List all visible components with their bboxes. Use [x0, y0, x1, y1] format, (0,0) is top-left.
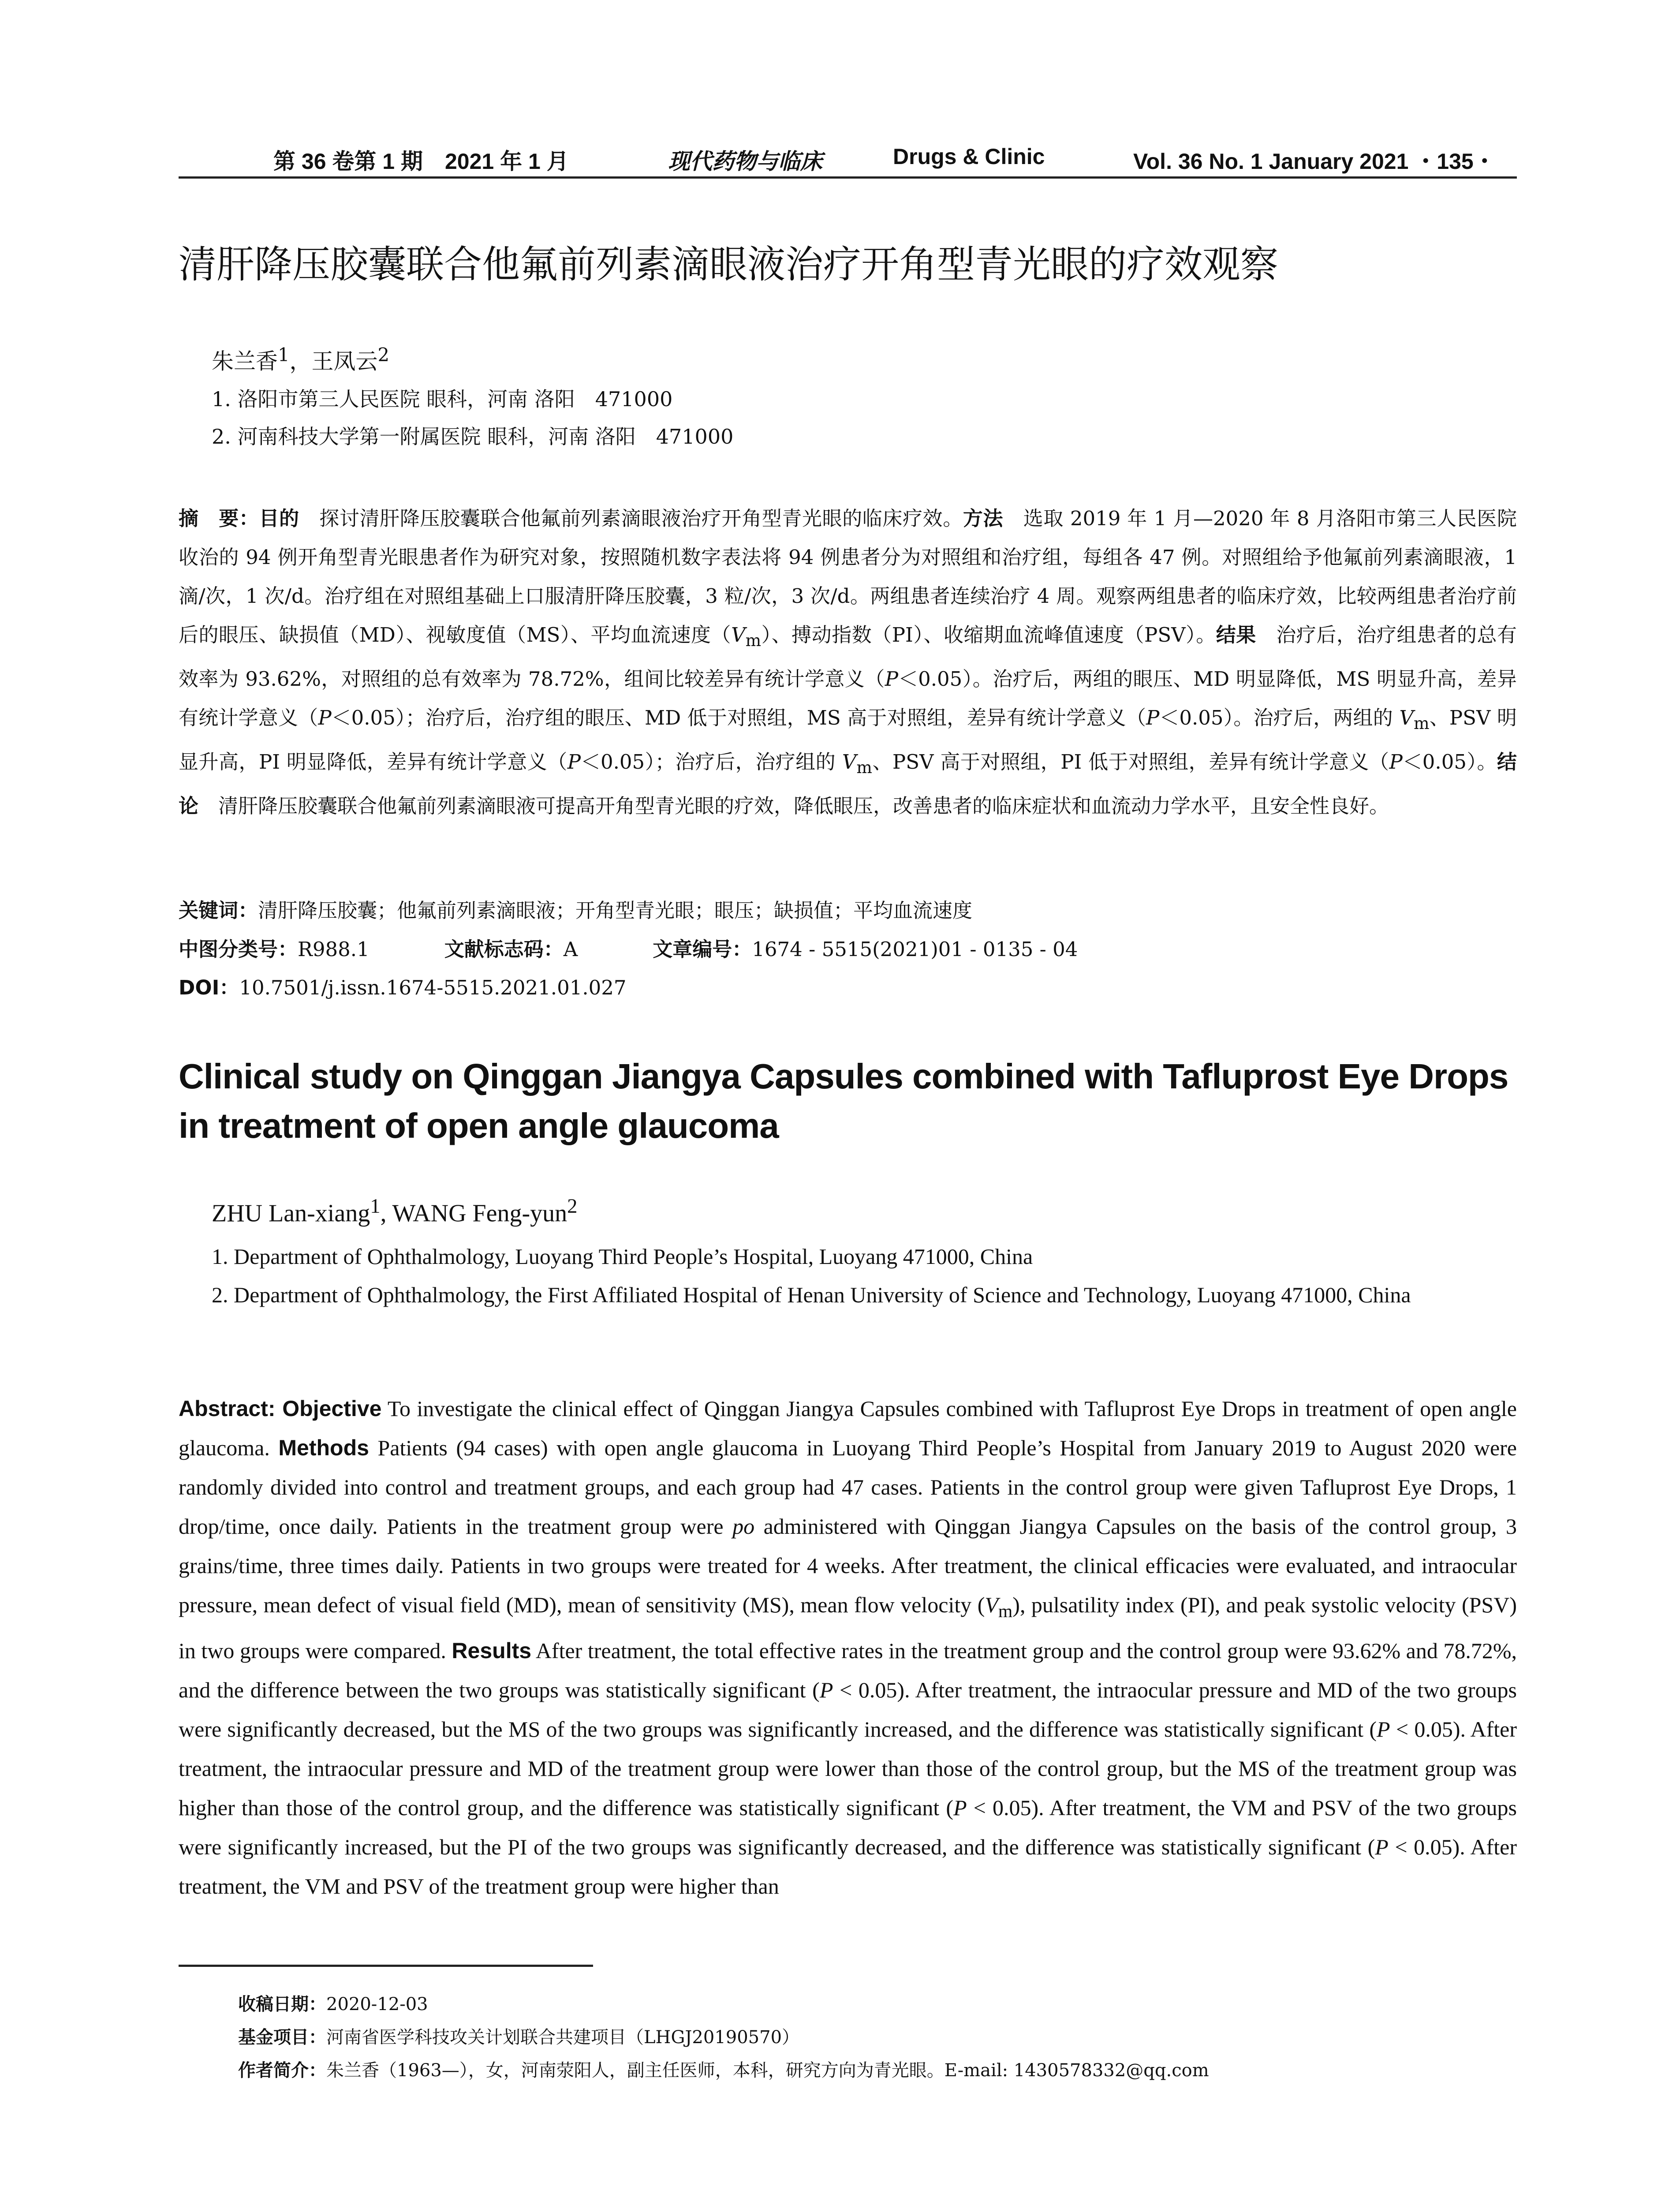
results-cn-text-5: 、PSV 明显升高，PI 明显降低，差异有统计学意义（ [179, 706, 1517, 774]
fund-value: 河南省医学科技攻关计划联合共建项目（LHGJ20190570） [326, 2027, 800, 2048]
results-cn-text-3: ＜0.05）；治疗后，治疗组的眼压、MD 低于对照组，MS 高于对照组，差异有统计学意义（ [331, 706, 1146, 729]
results-cn-text-7: 、PSV 高于对照组，PI 低于对照组，差异有统计学意义（ [872, 750, 1389, 774]
results-cn-text-4: ＜0.05）。治疗后，两组的 [1159, 706, 1400, 729]
vm-en-subscript: m [998, 1601, 1013, 1622]
bio-label: 作者简介： [238, 2060, 326, 2081]
methods-en-text-2: administered with Qinggan Jiangya Capsules on the basis of the control group, 3 grains/time, three times daily. Patients in two groups were treated for 4 weeks. After treatment, the clinical efficacies were evaluated, and intraocular pressure, mean defect of visual field (MD), mean of sensitivity (MS), mean flow velocity ( [179, 1514, 1517, 1617]
results-en-label: Results [452, 1638, 532, 1663]
author-cn-1: 朱兰香 [212, 348, 278, 374]
results-cn-text-6: ＜0.05）；治疗后，治疗组的 [580, 750, 842, 774]
results-en-text-5: < 0.05). After treatment, the VM and PSV of the treatment group were higher than [179, 1835, 1517, 1899]
footnote-author-bio [238, 2057, 1209, 2084]
results-en-text-4: < 0.05). After treatment, the VM and PSV of the two groups were significantly increased, but the PI of the two groups was significantly decreased, and the difference was statistically significant ( [179, 1795, 1517, 1859]
keywords-cn-value: 清肝降压胶囊；他氟前列素滴眼液；开角型青光眼；眼压；缺损值；平均血流速度 [258, 899, 973, 922]
results-en-text-1: After treatment, the total effective rates in the treatment group and the control group were 93.62% and 78.72%, and the difference between the two groups was statistically significant ( [179, 1638, 1517, 1702]
abstract-cn [179, 499, 1517, 826]
keywords-cn-label: 关键词： [179, 899, 258, 922]
keywords-cn [179, 895, 1517, 926]
objective-en-text: To investigate the clinical effect of Qinggan Jiangya Capsules combined with Tafluprost Eye Drops in treatment of open angle glaucoma. [179, 1396, 1517, 1460]
vm-cn-symbol: V [731, 623, 746, 647]
p-cn-symbol: P [1389, 750, 1403, 774]
author-cn-separator: ， [289, 348, 312, 374]
methods-en-text-1: Patients (94 cases) with open angle glaucoma in Luoyang Third People’s Hospital from January 2019 to August 2020 were randomly divided into control and treatment groups, and each group had 47 cases. Patients in the control group were given Tafluprost Eye Drops, 1 drop/time, once daily. Patients in the treatment group were [179, 1435, 1517, 1539]
methods-cn-label: 方法 [963, 507, 1004, 530]
author-cn-2: 王凤云 [311, 348, 378, 374]
article-number-value: 1674 - 5515(2021)01 - 0135 - 04 [752, 938, 1078, 961]
footnote-rule [179, 1965, 593, 1967]
conclusion-cn-label: 结论 [179, 750, 1517, 818]
results-cn-text-2: ＜0.05）。治疗后，两组的眼压、MD 明显降低，MS 明显升高，差异有统计学意义（ [179, 667, 1517, 729]
affiliation-cn-1: 1. 洛阳市第三人民医院 眼科，河南 洛阳 471000 [212, 387, 673, 411]
doc-code-value: A [563, 938, 578, 961]
p-en-symbol: P [953, 1795, 967, 1820]
p-en-symbol: P [819, 1678, 833, 1702]
results-en-text-3: < 0.05). After treatment, the intraocular pressure and MD of the treatment group were lower than those of the control group, but the MS of the treatment group was higher than those of the control group, and the difference was statistically significant ( [179, 1717, 1517, 1820]
author-en-1-affil: 1 [370, 1195, 381, 1218]
header-journal-en: Drugs & Clinic [893, 144, 1045, 169]
header-rule [179, 176, 1517, 179]
vm-cn-subscript: m [856, 758, 872, 777]
header-volume-en: Vol. 36 No. 1 January 2021 ・135・ [1133, 149, 1496, 174]
results-cn-label: 结果 [1216, 623, 1256, 647]
header-volume-cn: 第 36 卷第 1 期 2021 年 1 月 [273, 149, 569, 174]
vm-cn-subscript: m [1413, 714, 1430, 733]
doi-label: DOI： [179, 976, 239, 999]
methods-en-label: Methods [278, 1435, 369, 1460]
author-en-separator: , [380, 1200, 392, 1227]
abstract-en-label: Abstract: Objective [179, 1396, 382, 1421]
p-en-symbol: P [1377, 1717, 1390, 1742]
bio-value: 朱兰香（1963—），女，河南荥阳人，副主任医师，本科，研究方向为青光眼。E-mail: 1430578332@qq.com [326, 2060, 1209, 2081]
vm-en-symbol: V [985, 1592, 998, 1617]
article-number-label: 文章编号： [653, 938, 752, 961]
results-cn-text-8: ＜0.05）。 [1402, 750, 1497, 774]
author-en-2-affil: 2 [567, 1195, 578, 1218]
p-en-symbol: P [1375, 1835, 1389, 1859]
methods-cn-text-1: 选取 2019 年 1 月—2020 年 8 月洛阳市第三人民医院收治的 94 例开角型青光眼患者作为研究对象，按照随机数字表法将 94 例患者分为对照组和治疗组，每组各 47 例。对照组给予他氟前列素滴眼液，1 滴/次，1 次/d。治疗组在对照组基础上口服清肝降压胶囊，3 粒/次，3 次/d。两组患者连续治疗 4 周。观察两组患者的临床疗效，比较两组患者治疗前后的眼压、缺损值（MD）、视敏度值（MS）、平均血流速度（ [179, 507, 1517, 647]
clc-value: R988.1 [298, 938, 370, 961]
authors-en [212, 1191, 578, 1229]
p-cn-symbol: P [318, 706, 332, 729]
classification-line [179, 934, 1517, 965]
vm-cn-symbol: V [1399, 706, 1414, 729]
running-header [179, 140, 1517, 174]
methods-cn-text-2: ）、搏动指数（PI）、收缩期血流峰值速度（PSV）。 [761, 623, 1216, 647]
p-cn-symbol: P [885, 667, 899, 691]
author-en-2: WANG Feng-yun [392, 1200, 567, 1227]
p-cn-symbol: P [1146, 706, 1160, 729]
footnote-received [238, 1991, 428, 2018]
vm-cn-symbol: V [842, 750, 857, 774]
clc-label: 中图分类号： [179, 938, 298, 961]
authors-cn [212, 340, 389, 377]
objective-cn-text: 探讨清肝降压胶囊联合他氟前列素滴眼液治疗开角型青光眼的临床疗效。 [299, 507, 963, 530]
abstract-en [179, 1389, 1517, 1906]
title-en: Clinical study on Qinggan Jiangya Capsules combined with Tafluprost Eye Drops in treatment of open angle glaucoma [179, 1057, 1508, 1145]
vm-cn-subscript: m [745, 631, 762, 650]
title-cn: 清肝降压胶囊联合他氟前列素滴眼液治疗开角型青光眼的疗效观察 [179, 243, 1278, 287]
received-label: 收稿日期： [238, 1994, 326, 2014]
affiliation-en-2: 2. Department of Ophthalmology, the First Affiliated Hospital of Henan University of Science and Technology, Luoyang 471000, China [212, 1282, 1411, 1307]
doi-line [179, 972, 1517, 1003]
fund-label: 基金项目： [238, 2027, 326, 2048]
affiliation-cn-2: 2. 河南科技大学第一附属医院 眼科，河南 洛阳 471000 [212, 425, 734, 448]
p-cn-symbol: P [567, 750, 581, 774]
author-cn-2-affil: 2 [377, 344, 390, 366]
author-cn-1-affil: 1 [278, 344, 290, 366]
footnote-fund [238, 2024, 799, 2051]
doc-code-label: 文献标志码： [444, 938, 564, 961]
results-cn-text-1: 治疗后，治疗组患者的总有效率为 93.62%，对照组的总有效率为 78.72%，组间比较差异有统计学意义（ [179, 623, 1517, 691]
objective-cn-label: 目的 [259, 507, 299, 530]
methods-en-text-3: ), pulsatility index (PI), and peak systolic velocity (PSV) in two groups were compared. [179, 1592, 1517, 1663]
abstract-cn-label: 摘 要： [179, 507, 259, 530]
header-journal-cn: 现代药物与临床 [668, 148, 822, 174]
po-abbreviation: po [732, 1514, 755, 1539]
affiliation-en-1: 1. Department of Ophthalmology, Luoyang Third People’s Hospital, Luoyang 471000, China [212, 1244, 1033, 1269]
results-en-text-2: < 0.05). After treatment, the intraocular pressure and MD of the two groups were significantly decreased, but the MS of the two groups was significantly increased, and the difference was statistically significant ( [179, 1678, 1517, 1742]
author-en-1: ZHU Lan-xiang [212, 1200, 370, 1227]
received-value: 2020-12-03 [326, 1994, 428, 2014]
conclusion-cn-text: 清肝降压胶囊联合他氟前列素滴眼液可提高开角型青光眼的疗效，降低眼压，改善患者的临床症状和血流动力学水平，且安全性良好。 [198, 794, 1389, 818]
doi-link[interactable]: 10.7501/j.issn.1674-5515.2021.01.027 [239, 976, 627, 999]
